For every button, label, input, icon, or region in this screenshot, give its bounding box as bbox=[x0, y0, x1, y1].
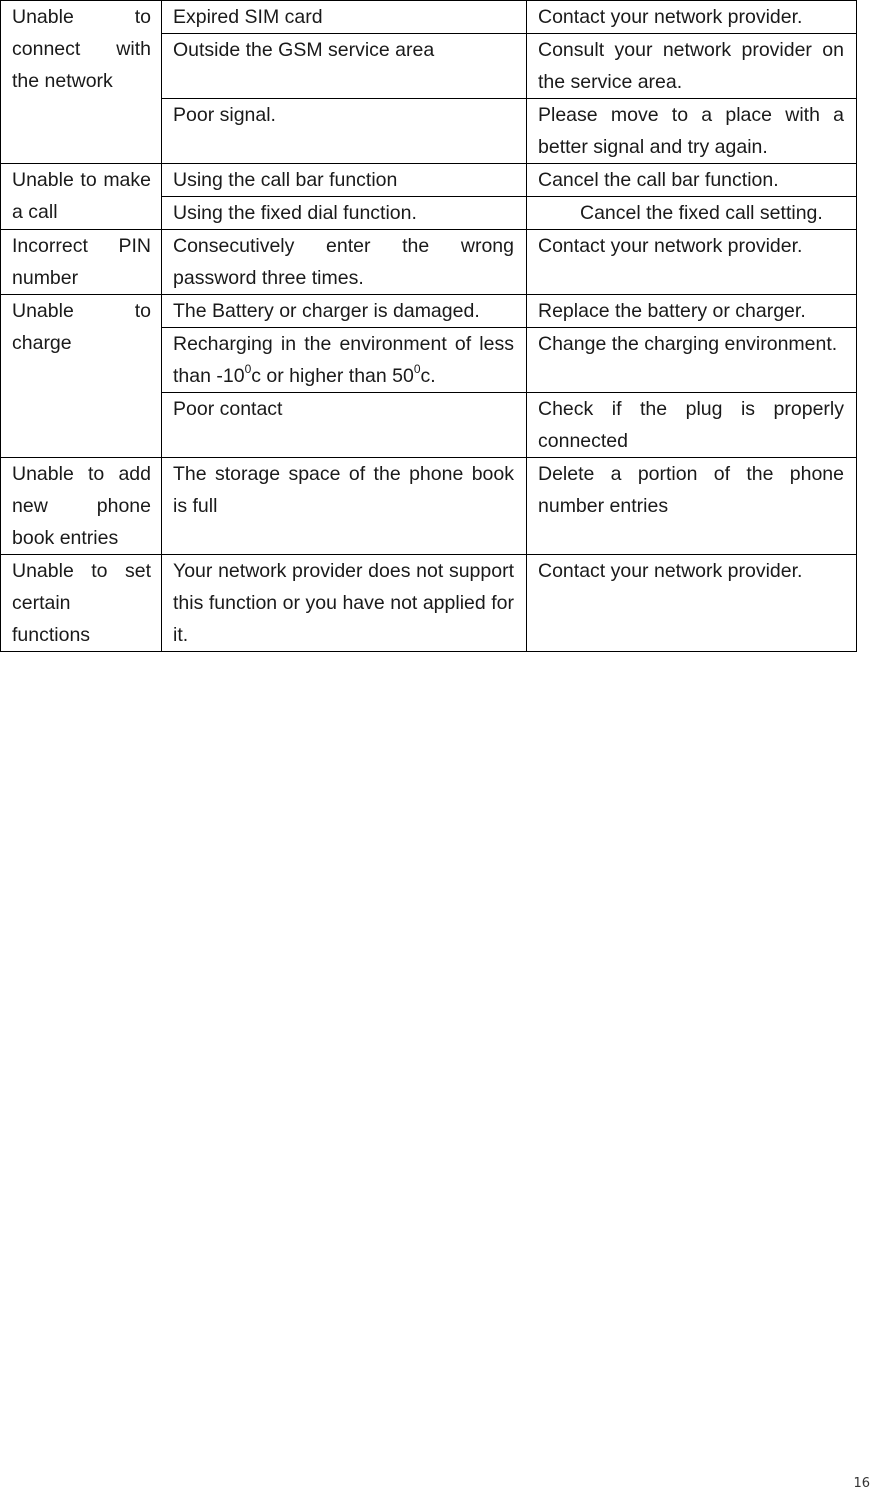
cause-cell: Your network provider does not support this function or you have not applied for it. bbox=[162, 555, 527, 652]
table-row bbox=[1, 1, 857, 34]
solution-cell: Cancel the fixed call setting. bbox=[527, 197, 857, 230]
table-row bbox=[1, 164, 857, 197]
troubleshooting-table bbox=[0, 0, 857, 652]
problem-cell: Unable to add new phone book entries bbox=[1, 458, 162, 555]
cause-cell: Outside the GSM service area bbox=[162, 34, 527, 99]
solution-cell: Contact your network provider. bbox=[527, 555, 857, 652]
table-row bbox=[1, 458, 857, 555]
cause-text: c. bbox=[420, 365, 436, 387]
cause-text: Recharging in the environment of less than -10 bbox=[173, 333, 514, 387]
problem-cell: Unable to connect with the network bbox=[1, 1, 162, 164]
problem-cell: Incorrect PIN number bbox=[1, 230, 162, 295]
solution-cell: Change the charging environment. bbox=[527, 328, 857, 393]
cause-text: c or higher than 50 bbox=[251, 365, 414, 387]
cause-cell: Poor contact bbox=[162, 393, 527, 458]
solution-cell: Contact your network provider. bbox=[527, 230, 857, 295]
table-row bbox=[1, 555, 857, 652]
solution-cell: Cancel the call bar function. bbox=[527, 164, 857, 197]
solution-cell: Replace the battery or charger. bbox=[527, 295, 857, 328]
solution-cell: Consult your network provider on the service area. bbox=[527, 34, 857, 99]
page-number: 16 bbox=[853, 1476, 870, 1491]
table-row bbox=[1, 295, 857, 328]
cause-cell: The storage space of the phone book is full bbox=[162, 458, 527, 555]
superscript: 0 bbox=[413, 362, 421, 376]
cause-cell: Poor signal. bbox=[162, 99, 527, 164]
table-row bbox=[1, 230, 857, 295]
solution-cell: Check if the plug is properly connected bbox=[527, 393, 857, 458]
cause-cell bbox=[162, 328, 527, 393]
problem-cell: Unable to set certain functions bbox=[1, 555, 162, 652]
problem-cell: Unable to make a call bbox=[1, 164, 162, 230]
solution-cell: Contact your network provider. bbox=[527, 1, 857, 34]
solution-cell: Delete a portion of the phone number entries bbox=[527, 458, 857, 555]
cause-cell: Using the fixed dial function. bbox=[162, 197, 527, 230]
problem-cell: Unable to charge bbox=[1, 295, 162, 458]
cause-cell: Using the call bar function bbox=[162, 164, 527, 197]
superscript: 0 bbox=[244, 362, 252, 376]
cause-cell: The Battery or charger is damaged. bbox=[162, 295, 527, 328]
cause-cell: Expired SIM card bbox=[162, 1, 527, 34]
cause-cell: Consecutively enter the wrong password three times. bbox=[162, 230, 527, 295]
solution-cell: Please move to a place with a better signal and try again. bbox=[527, 99, 857, 164]
